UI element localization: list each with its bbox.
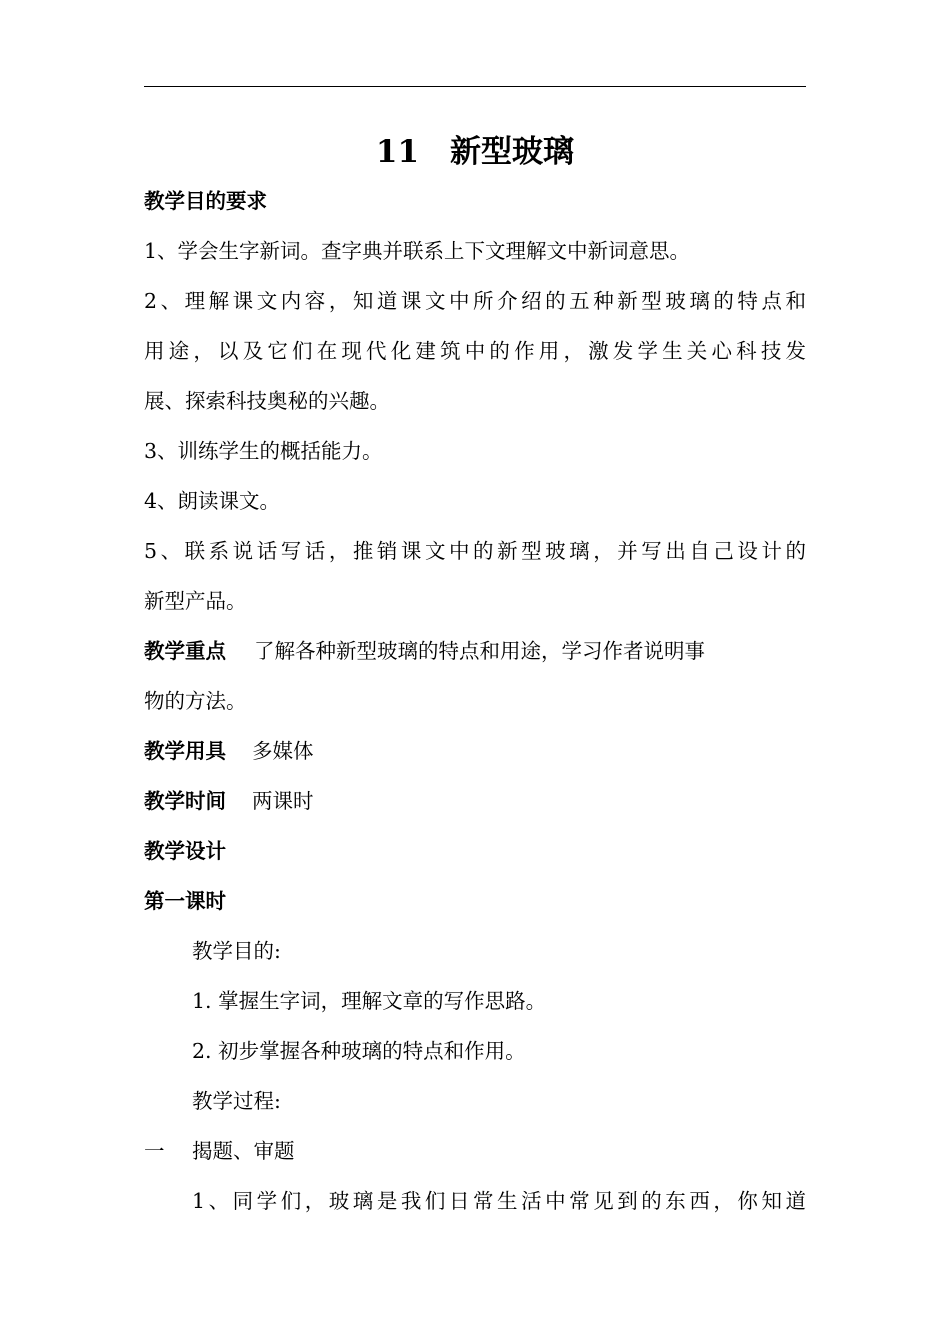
key-points-text-1: 了解各种新型玻璃的特点和用途，学习作者说明事 bbox=[254, 639, 705, 663]
time-label: 教学时间 bbox=[144, 789, 226, 813]
tools-row bbox=[144, 736, 806, 766]
objective-2-line-3: 展、探索科技奥秘的兴趣。 bbox=[144, 389, 390, 413]
time-row bbox=[144, 786, 806, 816]
objectives-heading: 教学目的要求 bbox=[144, 189, 267, 213]
step-1-item-1: 1、同学们，玻璃是我们日常生活中常见到的东西，你知道 bbox=[192, 1189, 806, 1213]
tools-label: 教学用具 bbox=[144, 739, 226, 763]
objective-4: 4、朗读课文。 bbox=[144, 489, 281, 513]
lesson-1-goals-label: 教学目的: bbox=[192, 939, 281, 963]
objective-2-line-2: 用途，以及它们在现代化建筑中的作用，激发学生关心科技发 bbox=[144, 339, 806, 363]
step-1-number: 一 bbox=[144, 1139, 165, 1163]
objective-3: 3、训练学生的概括能力。 bbox=[144, 439, 383, 463]
header-rule bbox=[144, 86, 806, 87]
lesson-1-heading: 第一课时 bbox=[144, 889, 226, 913]
lesson-1-goal-1: 1. 掌握生字词，理解文章的写作思路。 bbox=[192, 989, 547, 1013]
lesson-1-process-label: 教学过程: bbox=[192, 1089, 281, 1113]
key-points-row bbox=[144, 636, 806, 666]
objective-5-line-1: 5、联系说话写话，推销课文中的新型玻璃，并写出自己设计的 bbox=[144, 539, 806, 563]
objective-2-line-1: 2、理解课文内容，知道课文中所介绍的五种新型玻璃的特点和 bbox=[144, 289, 806, 313]
document-title: 11 新型玻璃 bbox=[375, 134, 575, 170]
design-heading: 教学设计 bbox=[144, 839, 226, 863]
objective-1: 1、学会生字新词。查字典并联系上下文理解文中新词意思。 bbox=[144, 239, 691, 263]
step-1-title: 揭题、审题 bbox=[192, 1139, 295, 1163]
step-1-row bbox=[144, 1136, 806, 1166]
objective-5-line-2: 新型产品。 bbox=[144, 589, 247, 613]
tools-value: 多媒体 bbox=[252, 739, 314, 763]
time-value: 两课时 bbox=[252, 789, 314, 813]
lesson-1-goal-2: 2. 初步掌握各种玻璃的特点和作用。 bbox=[192, 1039, 526, 1063]
key-points-text-2: 物的方法。 bbox=[144, 689, 247, 713]
key-points-label: 教学重点 bbox=[144, 639, 226, 663]
